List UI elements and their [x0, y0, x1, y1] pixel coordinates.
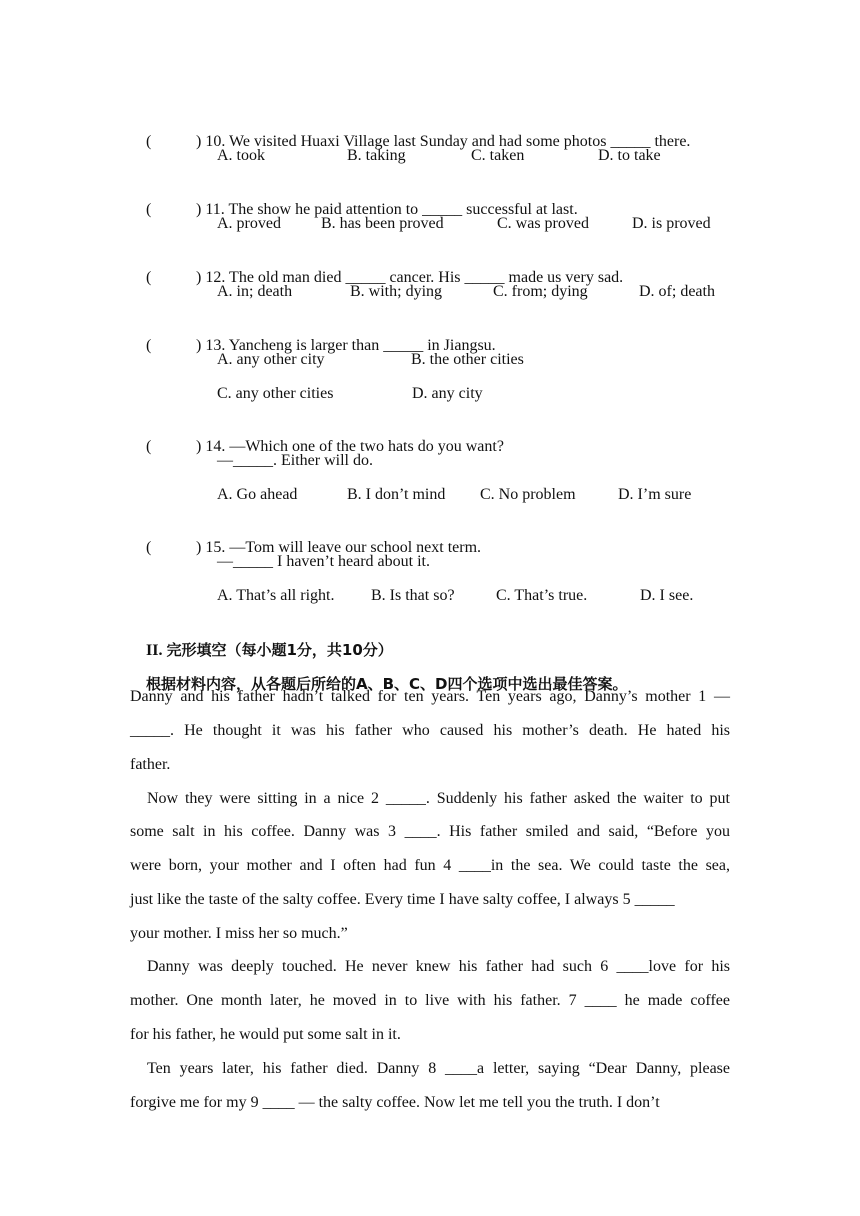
option-a: A. proved	[217, 215, 281, 232]
passage-line: Danny was deeply touched. He never knew his father had such 6 ____love for his	[147, 958, 730, 975]
answer-bracket: (	[146, 201, 152, 218]
instruction-text: 根据材料内容，从各题后所给的A、B、C、D四个选项中选出最佳答案。	[146, 675, 628, 693]
option-b: B. I don’t mind	[347, 486, 446, 503]
option-d: D. to take	[598, 147, 661, 164]
passage-line: father.	[130, 756, 171, 773]
answer-bracket: (	[146, 133, 152, 150]
option-c: C. from; dying	[493, 283, 588, 300]
dialogue-reply: —_____. Either will do.	[217, 452, 373, 469]
question-15	[130, 518, 482, 556]
dialogue-reply: —_____ I haven’t heard about it.	[217, 553, 430, 570]
option-a: A. Go ahead	[217, 486, 298, 503]
option-d: D. any city	[412, 385, 483, 402]
section-title-text: 完形填空（每小题1分，共10分）	[166, 641, 393, 659]
option-c: C. was proved	[497, 215, 589, 232]
question-stem: ) 14. —Which one of the two hats do you want?	[196, 438, 504, 455]
question-stem: ) 12. The old man died _____ cancer. His _____ made us very sad.	[196, 269, 624, 286]
option-b: B. Is that so?	[371, 587, 455, 604]
answer-bracket: (	[146, 269, 152, 286]
option-b: B. the other cities	[411, 351, 524, 368]
passage-line: Now they were sitting in a nice 2 _____. Suddenly his father asked the waiter to put	[147, 790, 730, 807]
question-11	[130, 180, 578, 218]
section-number: II.	[146, 642, 163, 659]
passage-line: Danny and his father hadn’t talked for ten years. Ten years ago, Danny’s mother 1 —	[130, 688, 730, 705]
answer-bracket: (	[146, 438, 152, 455]
question-10	[130, 112, 691, 150]
question-stem: ) 13. Yancheng is larger than _____ in Jiangsu.	[196, 337, 496, 354]
option-b: B. has been proved	[321, 215, 444, 232]
option-d: D. is proved	[632, 215, 711, 232]
option-a: A. took	[217, 147, 265, 164]
passage-line: some salt in his coffee. Danny was 3 ____. His father smiled and said, “Before you	[130, 823, 730, 840]
option-d: D. of; death	[639, 283, 715, 300]
passage-line: your mother. I miss her so much.”	[130, 925, 348, 942]
question-13	[130, 316, 496, 354]
option-a: A. in; death	[217, 283, 293, 300]
passage-line: for his father, he would put some salt in it.	[130, 1026, 401, 1043]
passage-line: forgive me for my 9 ____ — the salty coffee. Now let me tell you the truth. I don’t	[130, 1094, 660, 1111]
option-b: B. taking	[347, 147, 406, 164]
question-12	[130, 248, 624, 286]
passage-line: were born, your mother and I often had fun 4 ____in the sea. We could taste the sea,	[130, 857, 730, 874]
question-14	[130, 417, 504, 455]
option-c: C. No problem	[480, 486, 576, 503]
question-stem: ) 10. We visited Huaxi Village last Sunday and had some photos _____ there.	[196, 133, 691, 150]
option-c: C. That’s true.	[496, 587, 588, 604]
option-c: C. taken	[471, 147, 525, 164]
passage-line: just like the taste of the salty coffee. Every time I have salty coffee, I always 5 _____	[130, 891, 675, 908]
passage-line: Ten years later, his father died. Danny 8 ____a letter, saying “Dear Danny, please	[147, 1060, 730, 1077]
option-d: D. I’m sure	[618, 486, 692, 503]
option-a: A. That’s all right.	[217, 587, 335, 604]
option-b: B. with; dying	[350, 283, 443, 300]
option-c: C. any other cities	[217, 385, 334, 402]
passage-line: mother. One month later, he moved in to live with his father. 7 ____ he made coffee	[130, 992, 730, 1009]
answer-bracket: (	[146, 337, 152, 354]
question-stem: ) 11. The show he paid attention to _____ successful at last.	[196, 201, 578, 218]
option-d: D. I see.	[640, 587, 694, 604]
answer-bracket: (	[146, 539, 152, 556]
passage-line: _____. He thought it was his father who caused his mother’s death. He hated his	[130, 722, 730, 739]
question-stem: ) 15. —Tom will leave our school next term.	[196, 539, 482, 556]
option-a: A. any other city	[217, 351, 325, 368]
